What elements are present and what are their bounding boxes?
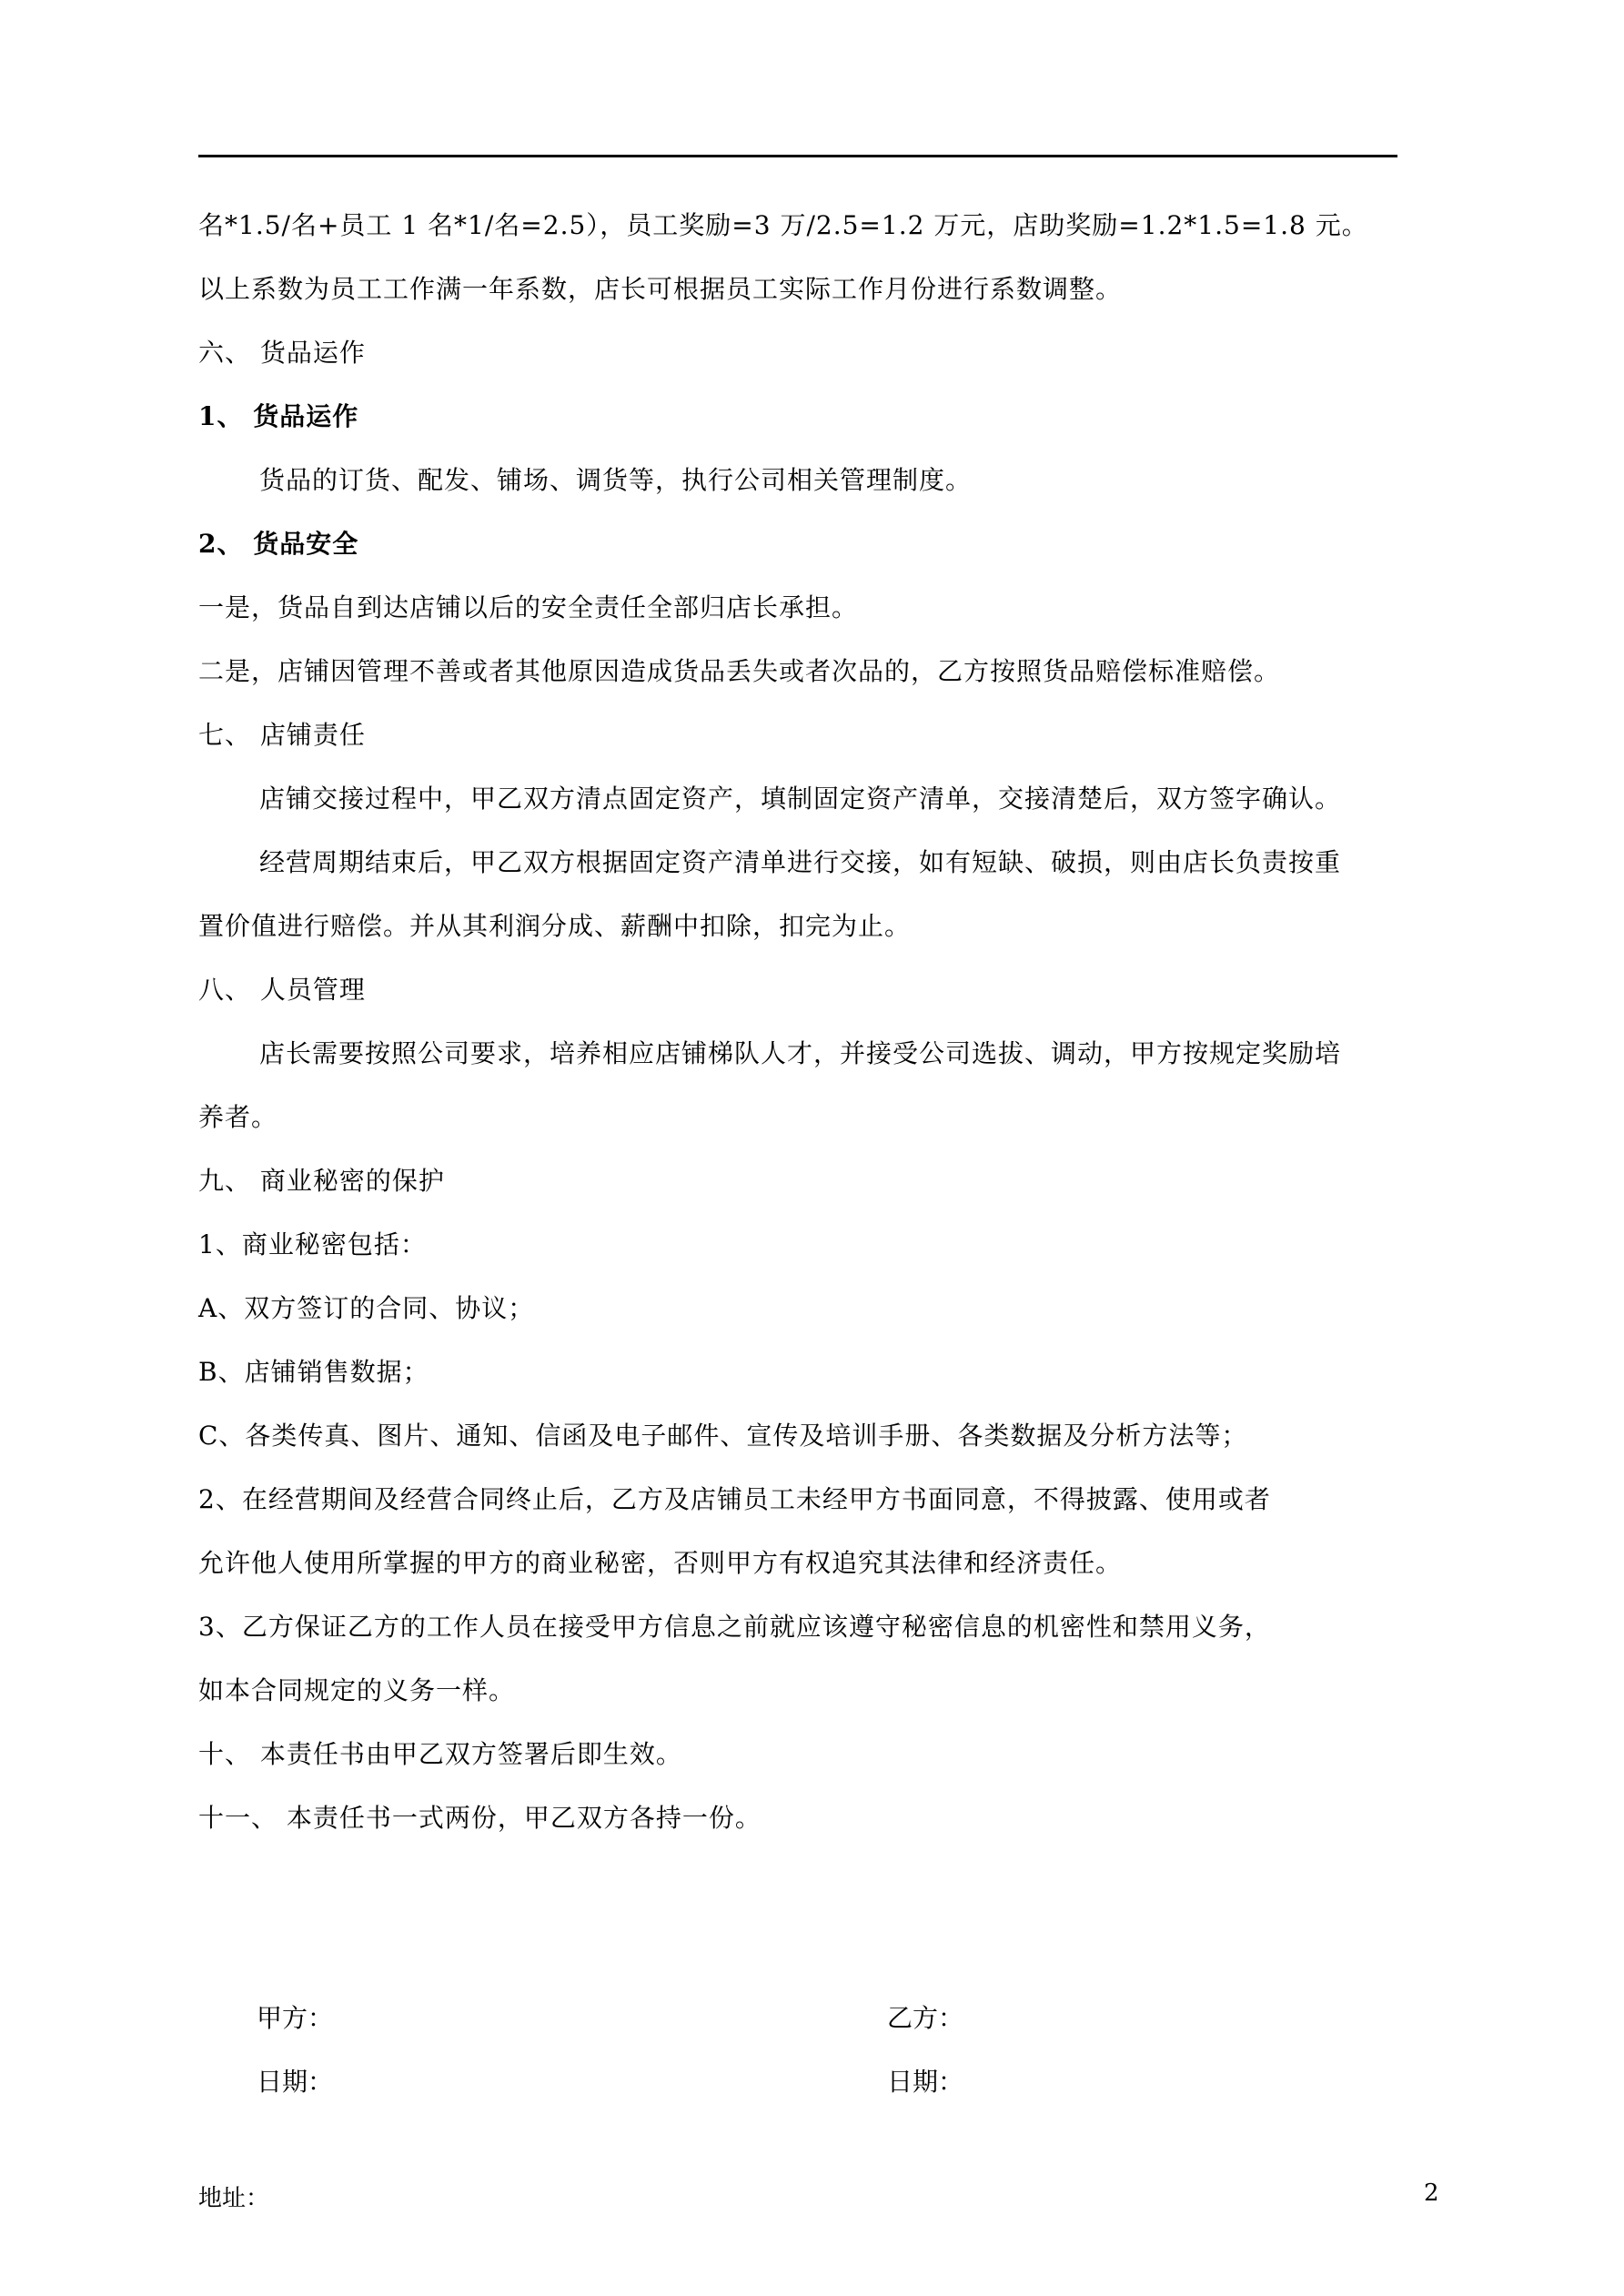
date-a-label: 日期： <box>257 2067 334 2097</box>
body-line: 允许他人使用所掌握的甲方的商业秘密，否则甲方有权追究其法律和经济责任。 <box>198 1548 1123 1578</box>
body-line: 1、商业秘密包括： <box>198 1229 427 1259</box>
body-line: C、各类传真、图片、通知、信函及电子邮件、宣传及培训手册、各类数据及分析方法等； <box>198 1421 1248 1451</box>
body-line: 2、在经营期间及经营合同终止后，乙方及店铺员工未经甲方书面同意，不得披露、使用或者 <box>198 1484 1271 1514</box>
body-line: 置价值进行赔偿。并从其利润分成、薪酬中扣除，扣完为止。 <box>198 911 912 941</box>
address-label: 地址： <box>198 2185 270 2212</box>
party-a-label: 甲方： <box>257 2003 334 2033</box>
section-heading: 九、 商业秘密的保护 <box>198 1166 445 1196</box>
party-b-label: 乙方： <box>887 2003 964 2033</box>
body-line: 如本合同规定的义务一样。 <box>198 1675 516 1705</box>
body-line: 养者。 <box>198 1102 278 1132</box>
page-number: 2 <box>1424 2180 1439 2207</box>
date-b-label: 日期： <box>887 2067 964 2097</box>
subsection-heading: 2、 货品安全 <box>198 529 359 559</box>
body-line: 一是，货品自到达店铺以后的安全责任全部归店长承担。 <box>198 592 859 622</box>
section-heading: 七、 店铺责任 <box>198 720 366 750</box>
header-rule <box>198 155 1397 157</box>
section-heading: 八、 人员管理 <box>198 975 366 1005</box>
body-line: A、双方签订的合同、协议； <box>198 1293 535 1323</box>
body-line: 3、乙方保证乙方的工作人员在接受甲方信息之前就应该遵守秘密信息的机密性和禁用义务， <box>198 1612 1271 1642</box>
body-line: 货品的订货、配发、铺场、调货等，执行公司相关管理制度。 <box>259 465 973 495</box>
body-line: 店铺交接过程中，甲乙双方清点固定资产，填制固定资产清单，交接清楚后，双方签字确认。 <box>259 784 1342 814</box>
body-line: 店长需要按照公司要求，培养相应店铺梯队人才，并接受公司选拔、调动，甲方按规定奖励培 <box>259 1038 1342 1068</box>
section-heading: 十、 本责任书由甲乙双方签署后即生效。 <box>198 1739 682 1769</box>
body-line: 二是，店铺因管理不善或者其他原因造成货品丢失或者次品的，乙方按照货品赔偿标准赔偿。 <box>198 656 1281 686</box>
body-line: B、店铺销售数据； <box>198 1357 429 1387</box>
subsection-heading: 1、 货品运作 <box>198 401 359 431</box>
body-line: 经营周期结束后，甲乙双方根据固定资产清单进行交接，如有短缺、破损，则由店长负责按重 <box>259 847 1342 877</box>
body-line: 名*1.5/名+员工 1 名*1/名=2.5），员工奖励=3 万/2.5=1.2 万元，店助奖励=1.2*1.5=1.8 元。 <box>198 210 1368 240</box>
section-heading: 十一、 本责任书一式两份，甲乙双方各持一份。 <box>198 1803 762 1833</box>
section-heading: 六、 货品运作 <box>198 338 366 368</box>
body-line: 以上系数为员工工作满一年系数，店长可根据员工实际工作月份进行系数调整。 <box>198 274 1123 304</box>
